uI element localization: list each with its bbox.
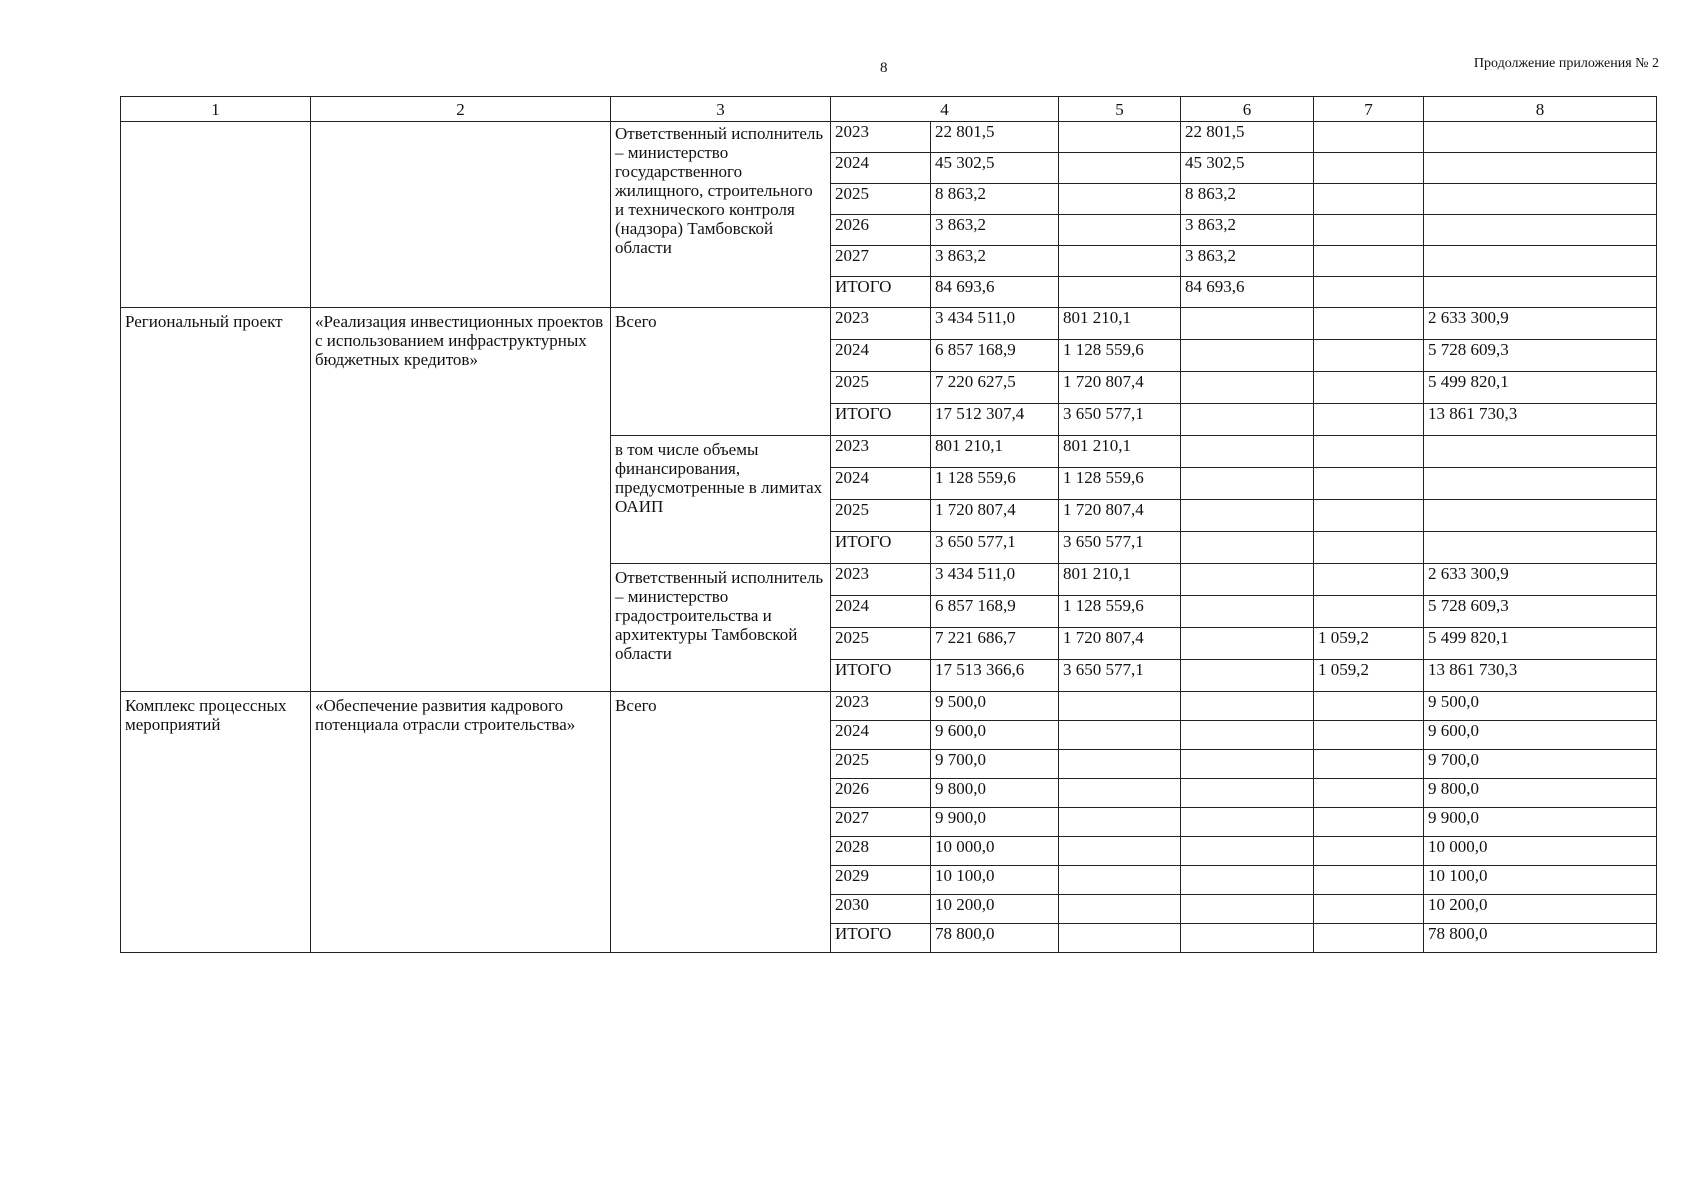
section-b-type: Региональный проект — [121, 308, 311, 692]
other-cell — [1424, 184, 1657, 215]
other-cell — [1424, 436, 1657, 468]
column-header-7: 7 — [1314, 97, 1424, 122]
other-cell: 9 900,0 — [1424, 808, 1657, 837]
regional-cell — [1181, 468, 1314, 500]
local-cell — [1314, 500, 1424, 532]
federal-cell: 1 720 807,4 — [1059, 628, 1181, 660]
regional-cell — [1181, 340, 1314, 372]
local-cell — [1314, 184, 1424, 215]
page-caption: Продолжение приложения № 2 — [1473, 56, 1659, 71]
total-cell: 17 512 307,4 — [931, 404, 1059, 436]
column-header-3: 3 — [611, 97, 831, 122]
year-cell: ИТОГО — [831, 532, 931, 564]
local-cell — [1314, 122, 1424, 153]
total-cell: 22 801,5 — [931, 122, 1059, 153]
group-label: Всего — [611, 308, 831, 436]
regional-cell: 84 693,6 — [1181, 277, 1314, 308]
federal-cell — [1059, 895, 1181, 924]
local-cell — [1314, 468, 1424, 500]
year-cell: 2027 — [831, 808, 931, 837]
other-cell — [1424, 246, 1657, 277]
local-cell — [1314, 372, 1424, 404]
local-cell — [1314, 808, 1424, 837]
federal-cell — [1059, 924, 1181, 953]
federal-cell: 3 650 577,1 — [1059, 532, 1181, 564]
year-cell: 2029 — [831, 866, 931, 895]
section-b-name: «Реализация инвестиционных проектов с использованием инфраструктурных бюджетных кредитов» — [311, 308, 611, 692]
regional-cell: 3 863,2 — [1181, 215, 1314, 246]
year-cell: ИТОГО — [831, 924, 931, 953]
total-cell: 10 000,0 — [931, 837, 1059, 866]
column-header-6: 6 — [1181, 97, 1314, 122]
local-cell — [1314, 246, 1424, 277]
other-cell — [1424, 500, 1657, 532]
financing-table — [120, 96, 1657, 953]
federal-cell — [1059, 808, 1181, 837]
year-cell: ИТОГО — [831, 404, 931, 436]
total-cell: 3 434 511,0 — [931, 564, 1059, 596]
regional-cell — [1181, 779, 1314, 808]
year-cell: 2026 — [831, 779, 931, 808]
federal-cell: 1 720 807,4 — [1059, 372, 1181, 404]
total-cell: 78 800,0 — [931, 924, 1059, 953]
section-a-name-cell — [311, 122, 611, 308]
year-cell: 2025 — [831, 750, 931, 779]
year-cell: 2023 — [831, 436, 931, 468]
total-cell: 10 100,0 — [931, 866, 1059, 895]
other-cell: 10 200,0 — [1424, 895, 1657, 924]
year-cell: 2028 — [831, 837, 931, 866]
regional-cell: 3 863,2 — [1181, 246, 1314, 277]
group-label: Всего — [611, 692, 831, 953]
total-cell: 17 513 366,6 — [931, 660, 1059, 692]
federal-cell: 801 210,1 — [1059, 308, 1181, 340]
other-cell — [1424, 215, 1657, 246]
total-cell: 8 863,2 — [931, 184, 1059, 215]
regional-cell — [1181, 924, 1314, 953]
year-cell: 2023 — [831, 308, 931, 340]
federal-cell — [1059, 215, 1181, 246]
total-cell: 801 210,1 — [931, 436, 1059, 468]
other-cell: 9 600,0 — [1424, 721, 1657, 750]
local-cell — [1314, 692, 1424, 721]
total-cell: 3 650 577,1 — [931, 532, 1059, 564]
year-cell: 2024 — [831, 340, 931, 372]
year-cell: 2026 — [831, 215, 931, 246]
local-cell — [1314, 404, 1424, 436]
federal-cell: 1 720 807,4 — [1059, 500, 1181, 532]
table-row — [121, 308, 1657, 340]
federal-cell: 801 210,1 — [1059, 436, 1181, 468]
total-cell: 3 863,2 — [931, 246, 1059, 277]
federal-cell — [1059, 721, 1181, 750]
regional-cell — [1181, 721, 1314, 750]
regional-cell — [1181, 837, 1314, 866]
local-cell — [1314, 277, 1424, 308]
total-cell: 9 600,0 — [931, 721, 1059, 750]
group-label: Ответственный исполнитель – министерство градостроительства и архитектуры Тамбовской области — [611, 564, 831, 692]
page-number: 8 — [880, 60, 888, 76]
other-cell — [1424, 468, 1657, 500]
total-cell: 6 857 168,9 — [931, 340, 1059, 372]
other-cell — [1424, 277, 1657, 308]
federal-cell — [1059, 779, 1181, 808]
other-cell — [1424, 532, 1657, 564]
year-cell: 2023 — [831, 122, 931, 153]
federal-cell — [1059, 866, 1181, 895]
year-cell: 2024 — [831, 153, 931, 184]
total-cell: 9 500,0 — [931, 692, 1059, 721]
local-cell: 1 059,2 — [1314, 660, 1424, 692]
column-header-4: 4 — [831, 97, 1059, 122]
federal-cell: 1 128 559,6 — [1059, 596, 1181, 628]
year-cell: 2024 — [831, 468, 931, 500]
regional-cell — [1181, 500, 1314, 532]
group-label: в том числе объемы финансирования, предусмотренные в лимитах ОАИП — [611, 436, 831, 564]
year-cell: 2025 — [831, 184, 931, 215]
other-cell: 10 100,0 — [1424, 866, 1657, 895]
year-cell: 2027 — [831, 246, 931, 277]
federal-cell: 801 210,1 — [1059, 564, 1181, 596]
federal-cell: 3 650 577,1 — [1059, 660, 1181, 692]
total-cell: 45 302,5 — [931, 153, 1059, 184]
table-row — [121, 692, 1657, 721]
regional-cell — [1181, 372, 1314, 404]
total-cell: 3 863,2 — [931, 215, 1059, 246]
year-cell: 2030 — [831, 895, 931, 924]
regional-cell — [1181, 436, 1314, 468]
other-cell: 5 728 609,3 — [1424, 340, 1657, 372]
regional-cell — [1181, 808, 1314, 837]
total-cell: 7 220 627,5 — [931, 372, 1059, 404]
regional-cell — [1181, 308, 1314, 340]
other-cell: 9 500,0 — [1424, 692, 1657, 721]
federal-cell — [1059, 122, 1181, 153]
local-cell — [1314, 837, 1424, 866]
regional-cell: 22 801,5 — [1181, 122, 1314, 153]
local-cell — [1314, 866, 1424, 895]
regional-cell — [1181, 895, 1314, 924]
year-cell: 2024 — [831, 721, 931, 750]
other-cell: 2 633 300,9 — [1424, 308, 1657, 340]
year-cell: 2025 — [831, 500, 931, 532]
local-cell: 1 059,2 — [1314, 628, 1424, 660]
total-cell: 9 700,0 — [931, 750, 1059, 779]
total-cell: 10 200,0 — [931, 895, 1059, 924]
local-cell — [1314, 532, 1424, 564]
federal-cell — [1059, 692, 1181, 721]
federal-cell: 1 128 559,6 — [1059, 468, 1181, 500]
local-cell — [1314, 215, 1424, 246]
other-cell: 9 700,0 — [1424, 750, 1657, 779]
column-header-row — [121, 97, 1657, 122]
year-cell: 2025 — [831, 628, 931, 660]
regional-cell — [1181, 532, 1314, 564]
federal-cell: 3 650 577,1 — [1059, 404, 1181, 436]
total-cell: 7 221 686,7 — [931, 628, 1059, 660]
executor-label: Ответственный исполнитель – министерство государственного жилищного, строительного и технического контроля (надзора) Тамбовской области — [611, 122, 831, 308]
total-cell: 6 857 168,9 — [931, 596, 1059, 628]
total-cell: 1 720 807,4 — [931, 500, 1059, 532]
local-cell — [1314, 924, 1424, 953]
local-cell — [1314, 436, 1424, 468]
local-cell — [1314, 895, 1424, 924]
local-cell — [1314, 340, 1424, 372]
other-cell: 2 633 300,9 — [1424, 564, 1657, 596]
regional-cell — [1181, 404, 1314, 436]
local-cell — [1314, 308, 1424, 340]
federal-cell — [1059, 184, 1181, 215]
regional-cell — [1181, 866, 1314, 895]
year-cell: ИТОГО — [831, 277, 931, 308]
year-cell: 2025 — [831, 372, 931, 404]
federal-cell — [1059, 277, 1181, 308]
federal-cell — [1059, 837, 1181, 866]
total-cell: 9 900,0 — [931, 808, 1059, 837]
year-cell: 2024 — [831, 596, 931, 628]
regional-cell — [1181, 750, 1314, 779]
regional-cell: 45 302,5 — [1181, 153, 1314, 184]
regional-cell — [1181, 564, 1314, 596]
other-cell — [1424, 153, 1657, 184]
other-cell — [1424, 122, 1657, 153]
other-cell: 5 499 820,1 — [1424, 628, 1657, 660]
section-a-type-cell — [121, 122, 311, 308]
local-cell — [1314, 153, 1424, 184]
federal-cell — [1059, 750, 1181, 779]
column-header-1: 1 — [121, 97, 311, 122]
section-c-type: Комплекс процессных мероприятий — [121, 692, 311, 953]
local-cell — [1314, 721, 1424, 750]
column-header-5: 5 — [1059, 97, 1181, 122]
other-cell: 78 800,0 — [1424, 924, 1657, 953]
total-cell: 3 434 511,0 — [931, 308, 1059, 340]
other-cell: 5 499 820,1 — [1424, 372, 1657, 404]
total-cell: 84 693,6 — [931, 277, 1059, 308]
federal-cell — [1059, 153, 1181, 184]
regional-cell: 8 863,2 — [1181, 184, 1314, 215]
federal-cell: 1 128 559,6 — [1059, 340, 1181, 372]
total-cell: 9 800,0 — [931, 779, 1059, 808]
other-cell: 5 728 609,3 — [1424, 596, 1657, 628]
federal-cell — [1059, 246, 1181, 277]
regional-cell — [1181, 692, 1314, 721]
table-row — [121, 122, 1657, 153]
other-cell: 9 800,0 — [1424, 779, 1657, 808]
other-cell: 13 861 730,3 — [1424, 660, 1657, 692]
section-c-name: «Обеспечение развития кадрового потенциала отрасли строительства» — [311, 692, 611, 953]
other-cell: 10 000,0 — [1424, 837, 1657, 866]
column-header-2: 2 — [311, 97, 611, 122]
local-cell — [1314, 596, 1424, 628]
column-header-8: 8 — [1424, 97, 1657, 122]
local-cell — [1314, 750, 1424, 779]
regional-cell — [1181, 628, 1314, 660]
regional-cell — [1181, 596, 1314, 628]
year-cell: ИТОГО — [831, 660, 931, 692]
regional-cell — [1181, 660, 1314, 692]
year-cell: 2023 — [831, 564, 931, 596]
total-cell: 1 128 559,6 — [931, 468, 1059, 500]
year-cell: 2023 — [831, 692, 931, 721]
other-cell: 13 861 730,3 — [1424, 404, 1657, 436]
local-cell — [1314, 564, 1424, 596]
local-cell — [1314, 779, 1424, 808]
